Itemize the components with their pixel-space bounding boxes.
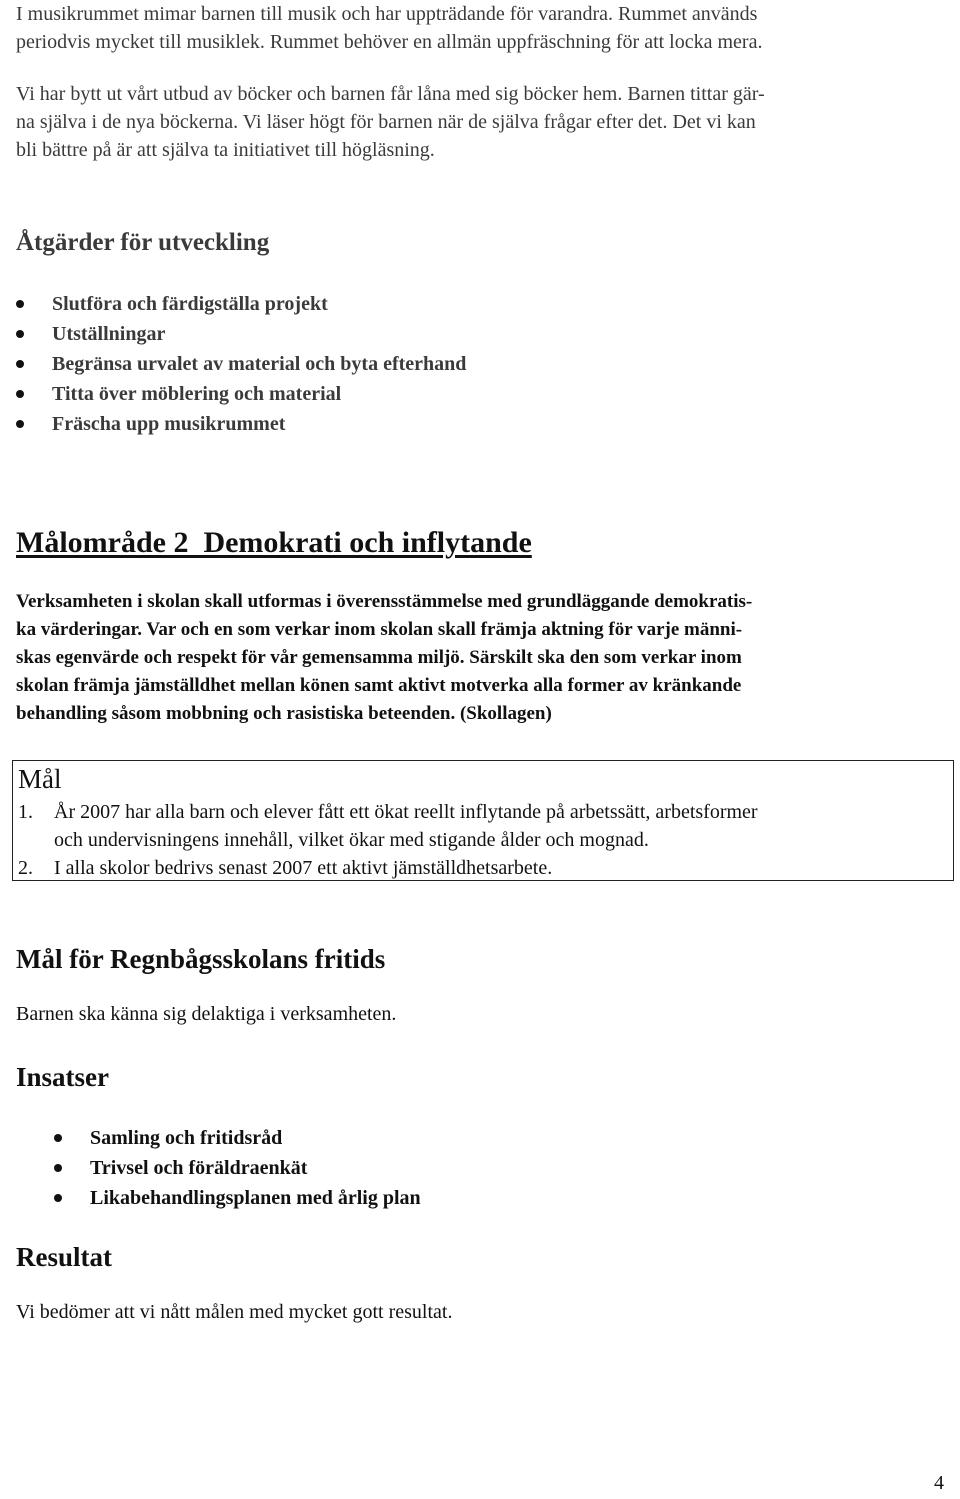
- intro-section-2: [16, 56, 946, 164]
- list-item-text: Trivsel och föräldraenkät: [90, 1157, 308, 1179]
- resultat-text: Vi bedömer att vi nått målen med mycket gott resultat.: [16, 1301, 453, 1323]
- fritids-text: Barnen ska känna sig delaktiga i verksamheten.: [16, 1003, 397, 1025]
- list-item: [54, 1183, 946, 1213]
- goal-number: 2.: [18, 857, 33, 879]
- goal-text: [54, 798, 934, 854]
- intro-section: [16, 0, 946, 56]
- intro-line: periodvis mycket till musiklek. Rummet behöver en allmän uppfräschning för att locka mera.: [16, 31, 763, 53]
- bullet-icon: [54, 1164, 62, 1172]
- list-item-text: Likabehandlingsplanen med årlig plan: [90, 1187, 421, 1209]
- list-item-text: Fräscha upp musikrummet: [52, 413, 286, 435]
- bullet-icon: [16, 360, 24, 368]
- list-item-text: Slutföra och färdigställa projekt: [52, 293, 328, 315]
- list-item-text: Samling och fritidsråd: [90, 1127, 283, 1149]
- list-item: [54, 1123, 946, 1153]
- goal-item: [18, 798, 938, 854]
- malomrade-line: Verksamheten i skolan skall utformas i överensstämmelse med grundläggande demokratis-: [16, 591, 753, 612]
- goal-text: I alla skolor bedrivs senast 2007 ett aktivt jämställdhetsarbete.: [54, 857, 553, 879]
- list-item-text: Titta över möblering och material: [52, 383, 342, 405]
- page-number: 4: [934, 1472, 944, 1494]
- malomrade-line: behandling såsom mobbning och rasistiska beteenden. (Skollagen): [16, 703, 552, 724]
- list-item-text: Utställningar: [52, 323, 166, 345]
- malomrade-heading: Målområde 2 Demokrati och inflytande: [16, 526, 532, 559]
- resultat-section: [16, 1240, 946, 1326]
- bullet-icon: [54, 1134, 62, 1142]
- malomrade-line: ka värderingar. Var och en som verkar inom skolan skall främja aktning för varje männi-: [16, 619, 743, 640]
- list-item: [16, 319, 946, 349]
- goal-text-line: och undervisningens innehåll, vilket ökar med stigande ålder och mognad.: [54, 829, 649, 851]
- insatser-list: [54, 1123, 946, 1213]
- bullet-icon: [16, 420, 24, 428]
- fritids-section: [16, 942, 946, 1028]
- intro-line: bli bättre på är att själva ta initiativet till högläsning.: [16, 139, 435, 161]
- bullet-icon: [54, 1194, 62, 1202]
- goal-item: [18, 854, 938, 882]
- list-item: [16, 349, 946, 379]
- bullet-icon: [16, 390, 24, 398]
- insatser-section: [16, 1060, 946, 1213]
- resultat-heading: Resultat: [16, 1242, 112, 1272]
- goal-text-line: År 2007 har alla barn och elever fått ett ökat reellt inflytande på arbetssätt, arbetsformer: [54, 801, 758, 823]
- list-item: [54, 1153, 946, 1183]
- malomrade-line: skas egenvärde och respekt för vår gemensamma miljö. Särskilt ska den som verkar inom: [16, 647, 742, 668]
- atgarder-heading: Åtgärder för utveckling: [16, 229, 270, 256]
- list-item: [16, 409, 946, 439]
- fritids-heading: Mål för Regnbågsskolans fritids: [16, 944, 386, 974]
- bullet-icon: [16, 330, 24, 338]
- intro-line: na själva i de nya böckerna. Vi läser högt för barnen när de själva frågar efter det. Det vi kan: [16, 111, 756, 133]
- goals-title: Mål: [18, 764, 62, 794]
- malomrade-line: skolan främja jämställdhet mellan könen samt aktivt motverka alla former av kränkande: [16, 675, 742, 696]
- bullet-icon: [16, 300, 24, 308]
- atgarder-list: [16, 289, 946, 439]
- atgarder-section: [16, 226, 946, 439]
- list-item-text: Begränsa urvalet av material och byta efterhand: [52, 353, 467, 375]
- intro-line: I musikrummet mimar barnen till musik och har uppträdande för varandra. Rummet används: [16, 3, 758, 25]
- insatser-heading: Insatser: [16, 1062, 109, 1092]
- malomrade-section: [16, 524, 946, 728]
- list-item: [16, 289, 946, 319]
- goal-number: 1.: [18, 801, 33, 823]
- goals-box: [12, 760, 954, 881]
- malomrade-body: [16, 588, 946, 728]
- intro-line: Vi har bytt ut vårt utbud av böcker och barnen får låna med sig böcker hem. Barnen tittar gär-: [16, 83, 765, 105]
- list-item: [16, 379, 946, 409]
